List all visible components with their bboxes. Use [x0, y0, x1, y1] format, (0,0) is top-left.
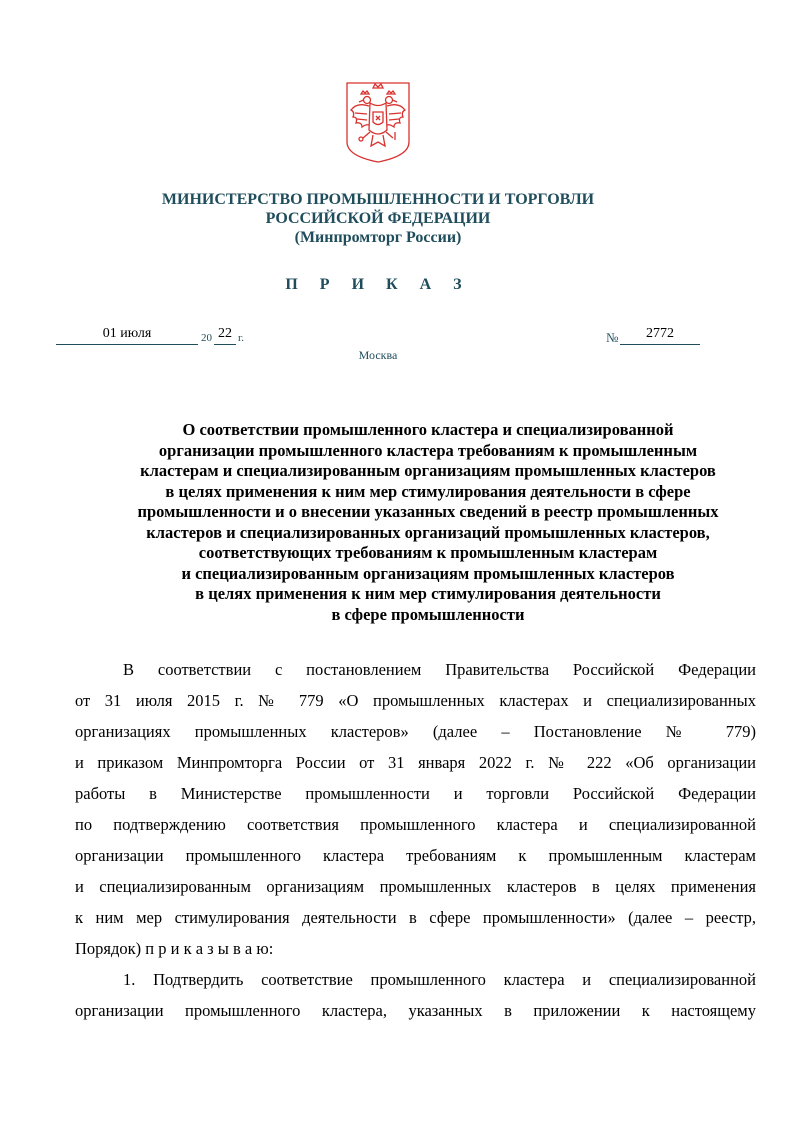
title-line: в сфере промышленности: [331, 604, 525, 624]
document-type: П Р И К А З: [285, 276, 471, 293]
title-line: кластеров и специализированных организаций промышленных кластеров,: [146, 522, 710, 542]
body-line: от 31 июля 2015 г. № 779 «О промышленных кластерах и специализированных: [75, 691, 756, 710]
city-label: Москва: [358, 348, 398, 362]
body-line: организации промышленного кластера, указанных в приложении к настоящему: [75, 1001, 756, 1020]
ministry-header: [0, 190, 756, 247]
ministry-name-line2: РОССИЙСКОЙ ФЕДЕРАЦИИ: [265, 210, 491, 227]
body-line: к ним мер стимулирования деятельности в сфере промышленности» (далее – реестр,: [75, 908, 756, 927]
document-number-field: 2772: [620, 326, 700, 345]
body-line: В соответствии с постановлением Правительства Российской Федерации: [123, 660, 756, 679]
year-abbrev: г.: [238, 332, 245, 344]
ministry-name-line1: МИНИСТЕРСТВО ПРОМЫШЛЕННОСТИ И ТОРГОВЛИ: [161, 191, 595, 208]
title-line: соответствующих требованиям к промышленным кластерам: [198, 543, 658, 562]
document-body: [75, 654, 756, 1026]
title-line: кластерам и специализированным организациям промышленных кластеров: [140, 461, 716, 480]
body-line: Порядок) п р и к а з ы в а ю:: [75, 939, 274, 958]
title-line: организации промышленного кластера требованиям к промышленным: [158, 440, 698, 460]
body-line: 1. Подтвердить соответствие промышленного кластера и специализированной: [123, 970, 756, 989]
title-line: О соответствии промышленного кластера и специализированной: [182, 420, 674, 439]
body-line: организации промышленного кластера требованиям к промышленным кластерам: [75, 846, 756, 865]
title-line: в целях применения к ним мер стимулирования деятельности в сфере: [165, 481, 691, 501]
russian-coat-of-arms-icon: [343, 80, 413, 164]
body-line: по подтверждению соответствия промышленного кластера и специализированной: [75, 815, 756, 834]
title-line: в целях применения к ним мер стимулирования деятельности: [195, 584, 661, 603]
year-prefix: 20: [201, 332, 212, 344]
body-line: и приказом Минпромторга России от 31 января 2022 г. № 222 «Об организации: [75, 753, 756, 772]
title-line: и специализированным организациям промышленных кластеров: [181, 563, 675, 583]
number-sign: №: [606, 330, 619, 345]
ministry-short-name: (Минпромторг России): [294, 229, 462, 246]
body-line: и специализированным организациям промышленных кластеров в целях применения: [75, 877, 756, 896]
title-line: промышленности и о внесении указанных сведений в реестр промышленных: [137, 502, 719, 521]
body-line: организациях промышленных кластеров» (далее – Постановление № 779): [75, 722, 756, 741]
document-title: [86, 420, 770, 625]
body-line: работы в Министерстве промышленности и торговли Российской Федерации: [75, 784, 756, 803]
year-suffix-field: 22: [214, 326, 236, 345]
date-day-field: 01 июля: [56, 326, 198, 345]
